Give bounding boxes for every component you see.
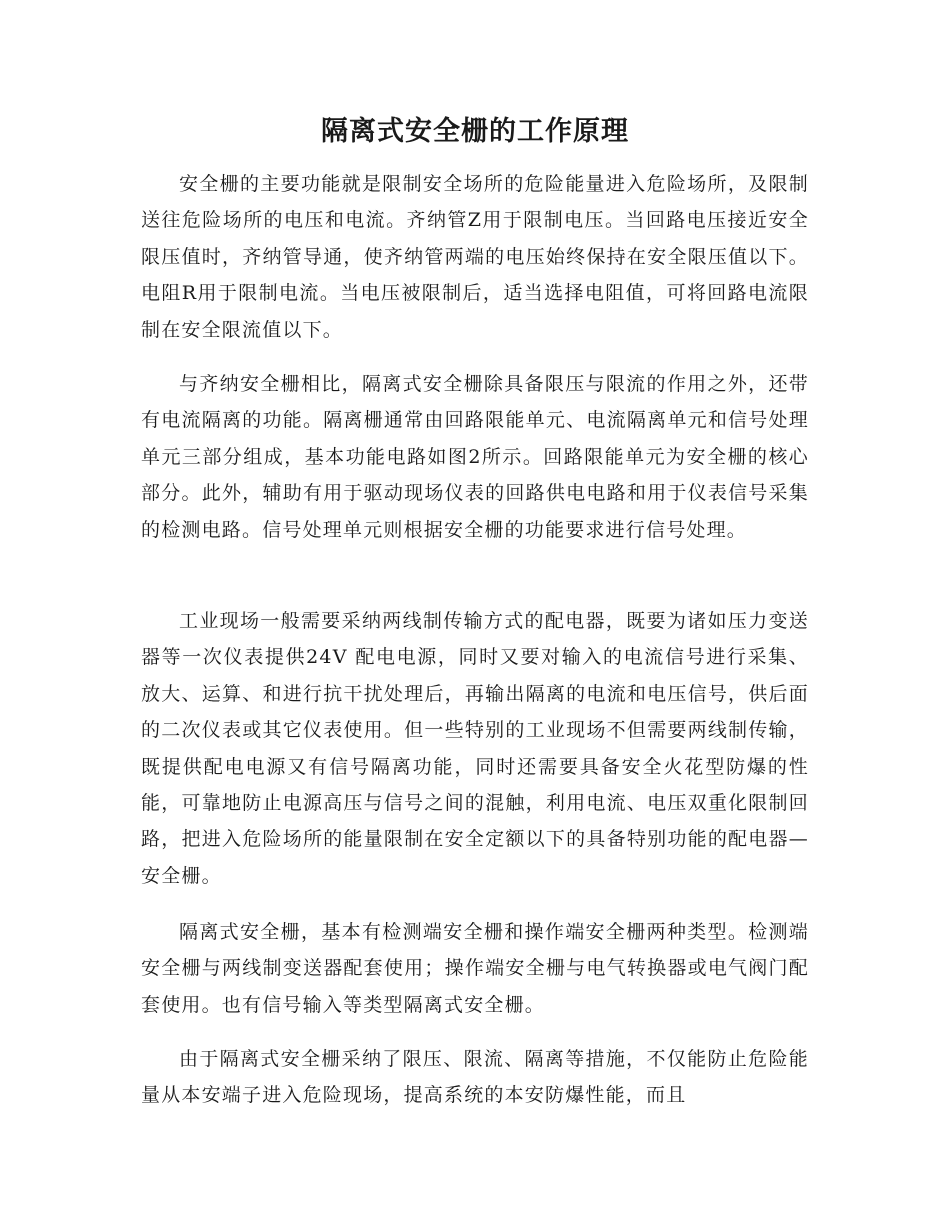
paragraph-3: 工业现场一般需要采纳两线制传输方式的配电器，既要为诸如压力变送器等一次仪表提供24V 配电电源，同时又要对输入的电流信号进行采集、放大、运算、和进行抗干扰处理后，再输出隔离的电流和电压信号，供后面的二次仪表或其它仪表使用。但一些特别的工业现场不但需要两线制传输，既提供配电电源又有信号隔离功能，同时还需要具备安全火花型防爆的性能，可靠地防止电源高压与信号之间的混触，利用电流、电压双重化限制回路，把进入危险场所的能量限制在安全定额以下的具备特别功能的配电器—安全栅。 bbox=[141, 610, 809, 887]
paragraph-4: 隔离式安全栅，基本有检测端安全栅和操作端安全栅两种类型。检测端安全栅与两线制变送器配套使用；操作端安全栅与电气转换器或电气阀门配套使用。也有信号输入等类型隔离式安全栅。 bbox=[141, 921, 809, 1016]
paragraph-5: 由于隔离式安全栅采纳了限压、限流、隔离等措施，不仅能防止危险能量从本安端子进入危险现场，提高系统的本安防爆性能，而且 bbox=[141, 1048, 809, 1107]
paragraph-2: 与齐纳安全栅相比，隔离式安全栅除具备限压与限流的作用之外，还带有电流隔离的功能。隔离栅通常由回路限能单元、电流隔离单元和信号处理单元三部分组成，基本功能电路如图2所示。回路限能单元为安全栅的核心部分。此外，辅助有用于驱动现场仪表的回路供电电路和用于仪表信号采集的检测电路。信号处理单元则根据安全栅的功能要求进行信号处理。 bbox=[141, 373, 809, 541]
document-title: 隔离式安全栅的工作原理 bbox=[321, 116, 629, 147]
paragraph-1: 安全栅的主要功能就是限制安全场所的危险能量进入危险场所，及限制送往危险场所的电压和电流。齐纳管Z用于限制电压。当回路电压接近安全限压值时，齐纳管导通，使齐纳管两端的电压始终保持在安全限压值以下。电阻R用于限制电流。当电压被限制后，适当选择电阻值，可将回路电流限制在安全限流值以下。 bbox=[141, 173, 809, 341]
